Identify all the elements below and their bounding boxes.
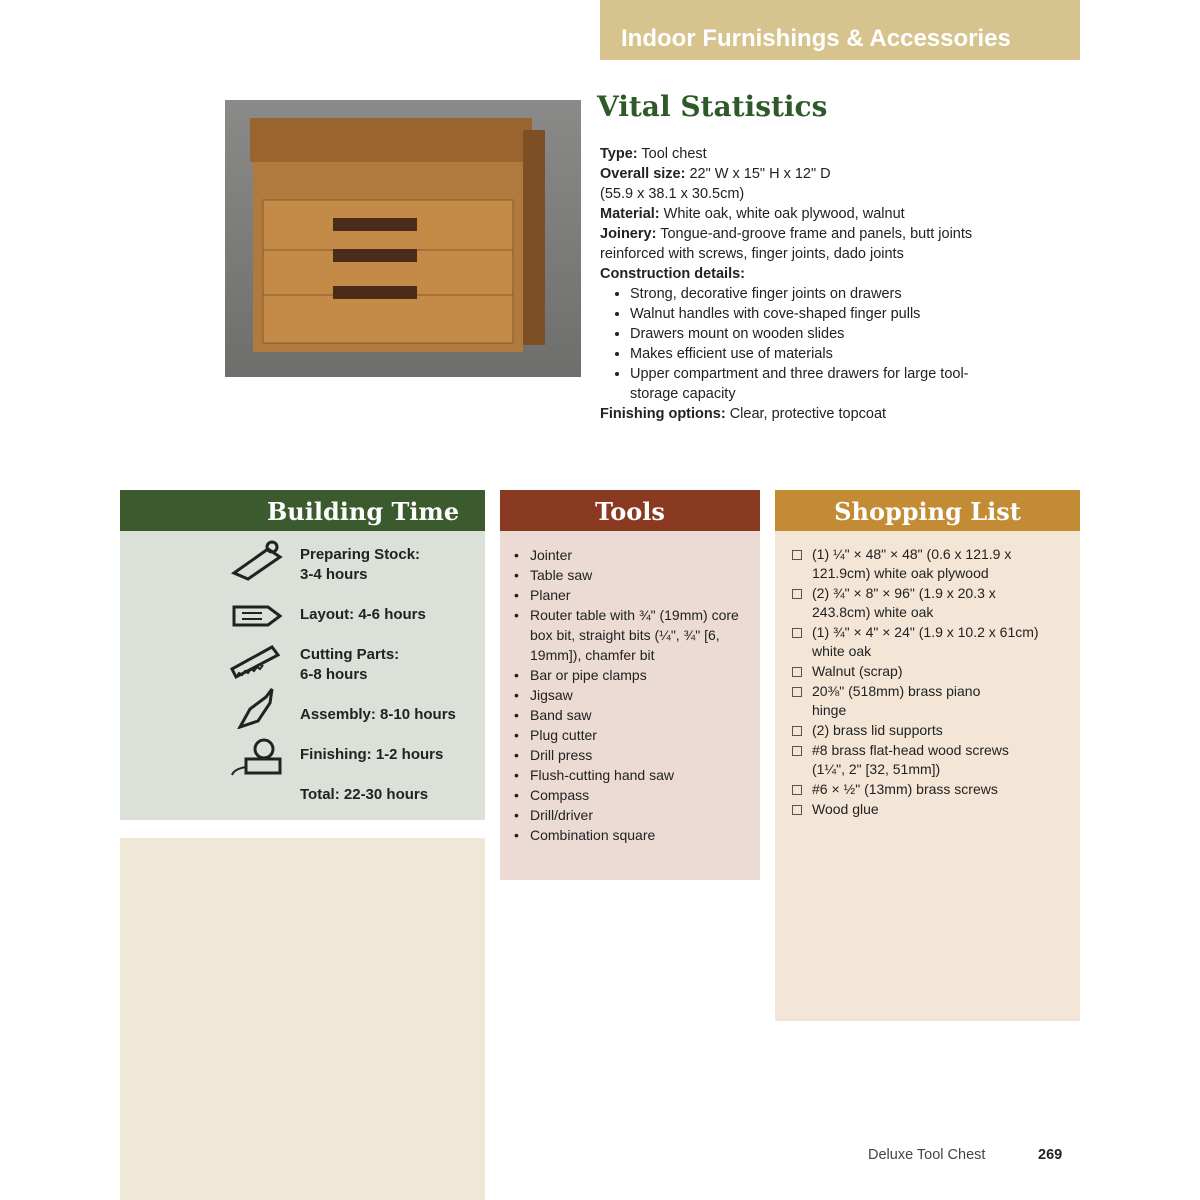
checkbox-icon [792,746,802,756]
item-text: Walnut (scrap) [812,663,903,679]
building-time-row [300,705,456,725]
tools-header [500,490,760,531]
row-label: Cutting Parts: [300,646,400,663]
building-time-title: Building Time [267,497,460,526]
label: Finishing options: [600,406,726,422]
row-value: 1-2 hours [375,746,444,763]
glue-bottle-icon [228,687,288,729]
row-label: Preparing Stock: [300,546,421,563]
shopping-item [775,584,1040,622]
item-text: #6 × ½" (13mm) brass screws [812,781,998,797]
tools-title: Tools [595,497,665,526]
tools-box [500,531,760,880]
item-text: (2) brass lid supports [812,722,943,738]
checkbox-icon [792,589,802,599]
item-text: (2) ¾" × 8" × 96" (1.9 x 20.3 x 243.8cm) white oak [812,585,996,620]
footer-title: Deluxe Tool Chest [868,1147,986,1163]
building-time-header [120,490,485,531]
value: Clear, protective topcoat [729,406,887,422]
pencil-icon [228,595,288,637]
section-band [600,0,1080,60]
list-item: • Router table with ¾" (19mm) core box bit, straight bits (¼", ¾" [6, 19mm]), chamfer bit [500,605,762,665]
list-item: • Band saw [500,705,762,725]
label: Type: [600,146,638,162]
checkbox-icon [792,667,802,677]
shopping-item [775,741,1040,779]
list-item: • Bar or pipe clamps [500,665,762,685]
building-time-row [300,745,443,765]
list-item: • Makes efficient use of materials [630,344,1030,364]
row-label: Finishing: [300,746,372,763]
item-text: Wood glue [812,801,879,817]
shopping-list [775,545,1040,819]
tool-chest-photo [225,100,581,377]
shopping-item [775,780,1040,799]
list-item: • Drill press [500,745,762,765]
value: Tool chest [641,146,707,162]
page-number: 269 [1038,1147,1063,1163]
building-time-row [300,605,426,625]
shopping-list-title: Shopping List [834,497,1021,526]
shopping-item [775,721,1040,740]
shopping-list-box [775,531,1080,1021]
label: Overall size: [600,166,686,182]
list-item: • Combination square [500,825,762,845]
checkbox-icon [792,687,802,697]
checkbox-icon [792,550,802,560]
vital-statistics [600,144,1030,424]
building-time-box [120,531,485,820]
shopping-item [775,662,1040,681]
row-value: 6-8 hours [300,666,368,683]
hand-plane-icon [228,539,288,581]
checkbox-icon [792,726,802,736]
vital-statistics-title: Vital Statistics [597,90,828,123]
item-text: (1) ¼" × 48" × 48" (0.6 x 121.9 x 121.9cm) white oak plywood [812,546,1012,581]
list-item: • Jointer [500,545,762,565]
shopping-item [775,545,1040,583]
list-item: • Strong, decorative finger joints on drawers [630,284,1030,304]
value: Tongue-and-groove frame and panels, butt joints reinforced with screws, finger joints, dado joints [600,226,973,262]
building-time-row [300,645,399,685]
tools-list [500,545,762,845]
list-item: • Upper compartment and three drawers for large tool-storage capacity [630,364,1000,404]
shopping-item [775,623,1040,661]
row-value: 3-4 hours [300,566,368,583]
row-label: Assembly: [300,706,376,723]
section-title: Indoor Furnishings & Accessories [621,25,1011,52]
list-item: • Drawers mount on wooden slides [630,324,1030,344]
notes-area [120,838,485,1200]
item-text: #8 brass flat-head wood screws (1¼", 2" [32, 51mm]) [812,742,1009,777]
list-item: • Walnut handles with cove-shaped finger pulls [630,304,1030,324]
list-item: • Compass [500,785,762,805]
sander-icon [228,735,288,777]
row-value: 4-6 hours [358,606,426,623]
list-item: • Jigsaw [500,685,762,705]
list-item: • Drill/driver [500,805,762,825]
shopping-list-header [775,490,1080,531]
checkbox-icon [792,628,802,638]
label: Material: [600,206,660,222]
row-value: 8-10 hours [380,706,456,723]
building-time-total: Total: 22-30 hours [300,786,429,803]
item-text: 20⅜" (518mm) brass piano hinge [812,683,981,718]
label: Construction details: [600,266,746,282]
value: 22" W x 15" H x 12" D [689,166,831,182]
shopping-item [775,682,992,720]
value: White oak, white oak plywood, walnut [663,206,905,222]
shopping-item [775,800,1040,819]
checkbox-icon [792,805,802,815]
row-label: Layout: [300,606,355,623]
list-item: • Plug cutter [500,725,762,745]
checkbox-icon [792,785,802,795]
building-time-row [300,545,420,585]
list-item: • Flush-cutting hand saw [500,765,762,785]
item-text: (1) ¾" × 4" × 24" (1.9 x 10.2 x 61cm) white oak [812,624,1039,659]
list-item: • Planer [500,585,762,605]
construction-list [600,284,1030,404]
value: (55.9 x 38.1 x 30.5cm) [600,186,745,202]
label: Joinery: [600,226,657,242]
list-item: • Table saw [500,565,762,585]
handsaw-icon [228,639,288,681]
